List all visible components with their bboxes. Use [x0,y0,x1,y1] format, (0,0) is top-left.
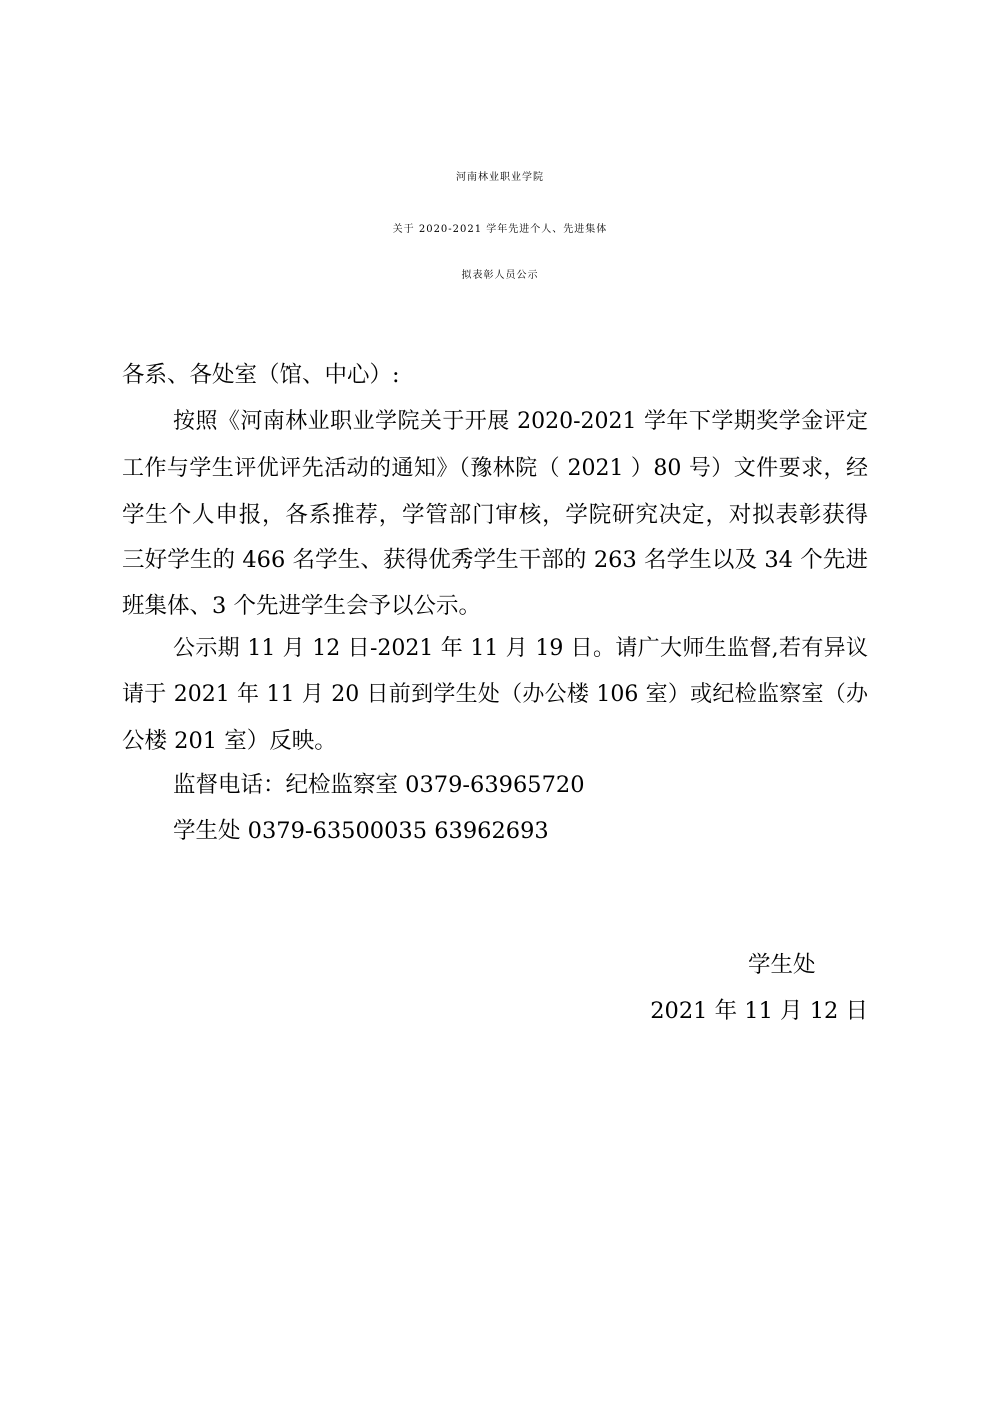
paragraph1-line: 三好学生的 466 名学生、获得优秀学生干部的 263 名学生以及 34 个先进 [122,547,868,573]
signature-date: 2021 年 11 月 12 日 [650,998,868,1024]
paragraph1-line: 工作与学生评优评先活动的通知》（豫林院（ 2021 ）80 号）文件要求，经 [122,456,868,481]
title-line-subject: 关于 2020-2021 学年先进个人、先进集体 [392,224,608,235]
paragraph2-line: 公示期 11 月 12 日-2021 年 11 月 19 日。请广大师生监督,若有异议 [173,636,868,661]
signature-org: 学生处 [748,952,816,978]
student-office-phone: 学生处 0379-63500035 63962693 [173,818,549,844]
salutation: 各系、各处室（馆、中心）: [122,362,400,388]
paragraph2-line: 公楼 201 室）反映。 [122,728,337,754]
paragraph1-line: 班集体、3 个先进学生会予以公示。 [122,593,481,619]
title-line-purpose: 拟表彰人员公示 [461,270,539,281]
paragraph2-line: 请于 2021 年 11 月 20 日前到学生处（办公楼 106 室）或纪检监察室（办 [122,682,868,707]
paragraph1-line: 学生个人申报，各系推荐，学管部门审核，学院研究决定，对拟表彰获得 [122,502,868,528]
title-line-institution: 河南林业职业学院 [456,172,544,183]
paragraph1-line: 按照《河南林业职业学院关于开展 2020-2021 学年下学期奖学金评定 [173,409,868,434]
supervision-phone: 监督电话：纪检监察室 0379-63965720 [173,772,585,798]
